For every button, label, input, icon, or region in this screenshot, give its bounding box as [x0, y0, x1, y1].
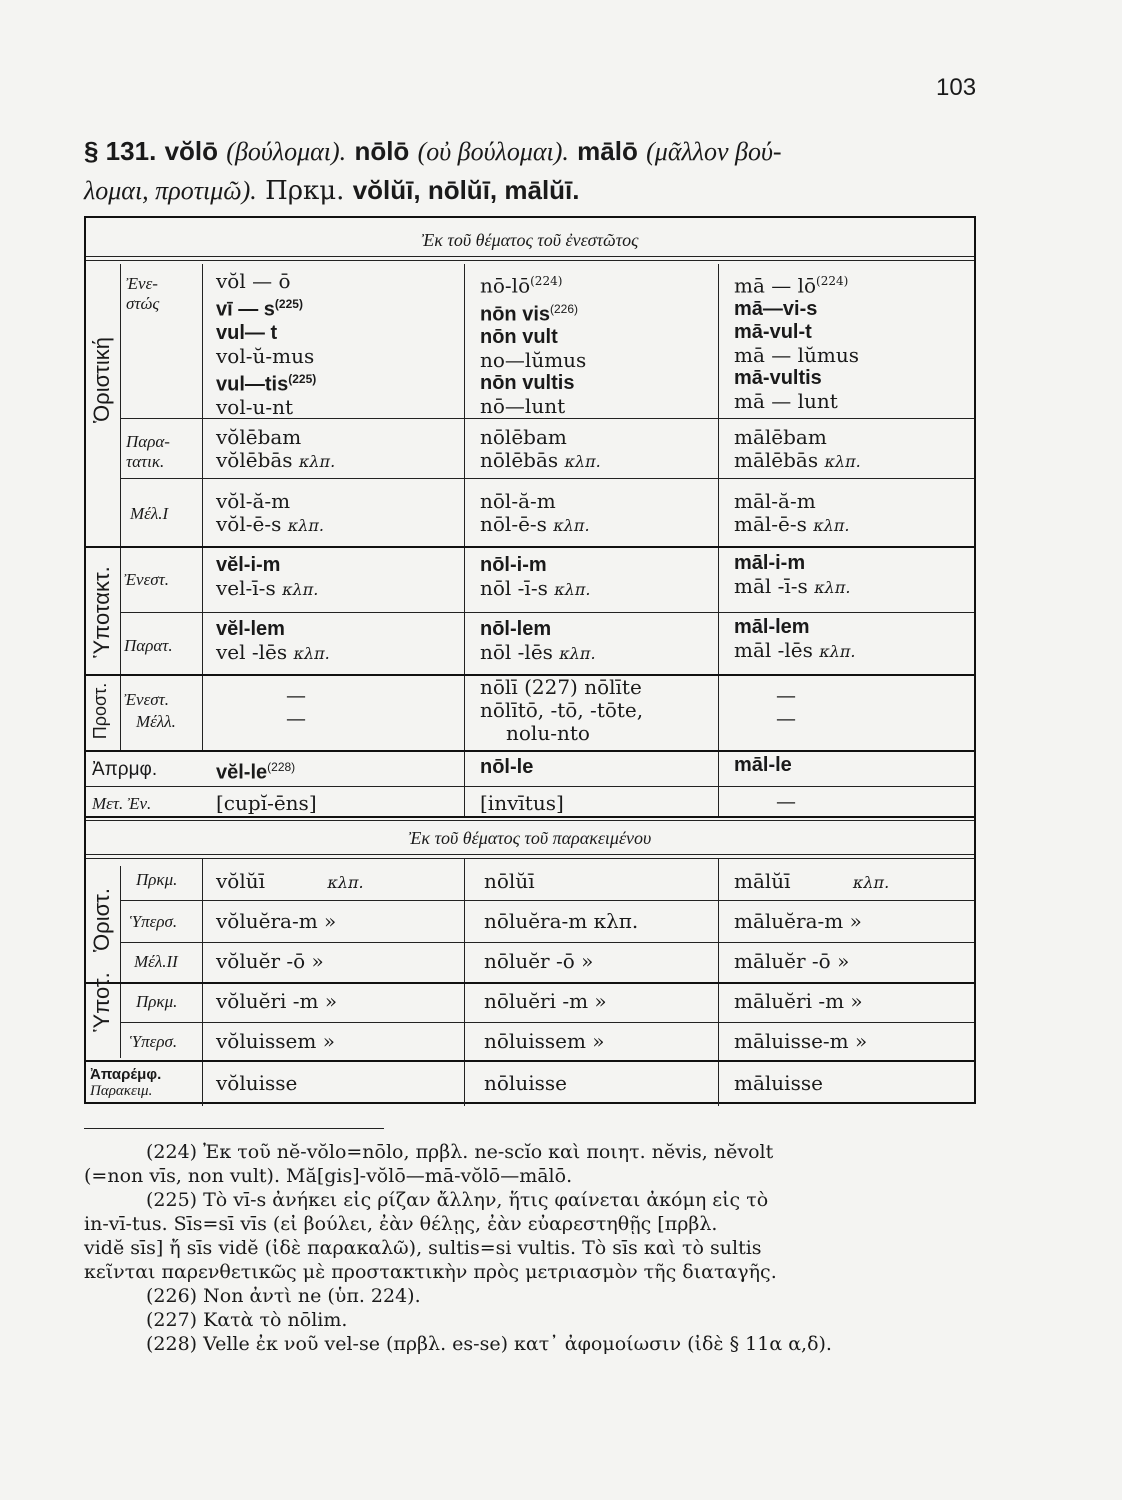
section-number: § 131.: [84, 136, 157, 166]
footnote-225-cont-3: κεῖνται παρενθετικῶς μὲ προστακτικὴν πρὸς μετριασμὸν τῆς διαταγῆς.: [84, 1261, 777, 1283]
tense-imperfect: Παρα- τατικ.: [126, 432, 170, 471]
page-number: 103: [936, 74, 977, 101]
volo-participle: [cupĭ-ēns]: [216, 791, 317, 815]
footnote-225: (225) Τὸ vī-s ἀνήκει εἰς ρίζαν ἄλλην, ἥτις φαίνεται ἀκόμη εἰς τὸ: [146, 1189, 769, 1211]
row-infinitive: Ἀπρμφ.: [92, 759, 158, 780]
mood-subjunctive: Ὑποτακτ.: [89, 566, 114, 658]
malo-imperfect: mālēbam mālēbās κλπ.: [734, 425, 861, 472]
tense-pluperfect: Ὑπερσ.: [130, 912, 178, 931]
footnotes: [84, 1140, 984, 1356]
volo-imperfect: vŏlēbam vŏlēbās κλπ.: [216, 425, 336, 472]
section-heading: [84, 132, 984, 210]
volo-future: vŏl-ă-m vŏl-ē-s κλπ.: [216, 489, 324, 536]
tense-perfect: Πρκμ.: [136, 870, 178, 889]
nolo-future-2: nōluĕr -ō »: [484, 949, 594, 973]
volo-present: vŏl — ō vī — $s^{(225)}$ vul— t vol-ŭ-mus vul—tis$^{(225)}$ vol-u-nt: [216, 269, 317, 420]
row-perfect-infinitive: Ἀπαρέμφ. Παρακειμ.: [90, 1066, 162, 1099]
volo-perfect-infinitive: vŏluisse: [216, 1071, 298, 1095]
footnote-224: (224) Ἐκ τοῦ nĕ-vŏlo=nōlo, πρβλ. ne-scĭo καὶ ποιητ. nĕvis, nĕvolt: [146, 1141, 774, 1163]
tense-subj-present: Ἐνεστ.: [124, 570, 170, 589]
mood-subjunctive-perfect: Ὑποτ.: [89, 972, 114, 1032]
perfect-label: Πρκμ.: [265, 176, 345, 206]
footnote-227: (227) Κατὰ τὸ nōlim.: [146, 1309, 348, 1331]
verb-volo: vŏlō: [164, 136, 219, 166]
nolo-present: $nō-lō^{(224)}$ nōn vis$^{(226)}$ nōn vult no—lŭmus nōn vultis nō—lunt: [480, 273, 587, 419]
nolo-pluperfect: nōluĕra-m κλπ.: [484, 909, 639, 933]
nolo-perfect-infinitive: nōluisse: [484, 1071, 567, 1095]
malo-imperative: — —: [776, 683, 796, 730]
volo-subj-perfect: vŏluĕri -m »: [216, 989, 338, 1013]
malo-subj-present: māl-i-m māl -ī-s κλπ.: [734, 552, 851, 598]
malo-pluperfect: māluĕra-m »: [734, 909, 862, 933]
malo-future: māl-ă-m māl-ē-s κλπ.: [734, 489, 850, 536]
tense-subj-perfect: Πρκμ.: [136, 992, 178, 1011]
verb-malo-greek-b: λομαι, προτιμῶ).: [84, 176, 257, 205]
tense-subj-imperfect: Παρατ.: [124, 636, 173, 655]
malo-subj-imperfect: māl-lem māl -lēs κλπ.: [734, 616, 856, 662]
nolo-subj-perfect: nōluĕri -m »: [484, 989, 607, 1013]
footnote-224-cont: (=non vīs, non vult). Mă[gis]-vŏlō—mā-vŏlō—mālō.: [84, 1165, 573, 1187]
tense-subj-pluperfect: Ὑπερσ.: [130, 1032, 178, 1051]
footnote-225-cont-1: in-vī-tus. Sīs=sī vīs (εἰ βούλει, ἐὰν θέλῃς, ἐὰν εὐαρεστηθῇς [πρβλ.: [84, 1213, 718, 1235]
nolo-imperative: nōlī (227) nōlīte nōlītō, -tō, -tōte, nolu-nto: [480, 675, 644, 745]
footnote-228: (228) Velle ἐκ νοῦ vel-se (πρβλ. es-se) κατ᾿ ἀφομοίωσιν (ἰδὲ § 11α α,δ).: [146, 1333, 832, 1355]
tense-present: Ἐνε- στώς: [126, 274, 160, 313]
row-participle: Μετ. Ἐν.: [92, 794, 152, 813]
verb-malo: mālō: [577, 136, 638, 166]
mood-imperative: Προστ.: [90, 682, 110, 740]
perfect-forms: vŏlŭī, nōlŭī, mālŭī.: [352, 175, 580, 205]
nolo-subj-pluperfect: nōluissem »: [484, 1029, 605, 1053]
malo-future-2: māluĕr -ō »: [734, 949, 850, 973]
nolo-perfect: nōlŭī: [484, 869, 535, 893]
volo-subj-pluperfect: vŏluissem »: [216, 1029, 335, 1053]
footnote-rule: [84, 1128, 384, 1129]
footnote-225-cont-2: vidĕ sīs] ἤ sīs vidĕ (ἰδὲ παρακαλῶ), sultis=si vultis. Τὸ sīs καὶ τὸ sultis: [84, 1237, 762, 1259]
volo-pluperfect: vŏluĕra-m »: [216, 909, 337, 933]
malo-subj-pluperfect: māluisse-m »: [734, 1029, 868, 1053]
conjugation-table: [84, 216, 976, 1104]
malo-infinitive: māl-le: [734, 754, 792, 776]
nolo-subj-imperfect: nōl-lem nōl -lēs κλπ.: [480, 618, 596, 664]
volo-perfect: vŏlŭī κλπ.: [216, 869, 364, 893]
nolo-subj-present: nōl-i-m nōl -ī-s κλπ.: [480, 554, 591, 600]
footnote-226: (226) Non ἀντὶ ne (ὑπ. 224).: [146, 1285, 421, 1307]
tense-imp-present: Ἐνεστ.: [124, 690, 170, 709]
volo-imperative: — —: [286, 683, 306, 730]
verb-malo-greek-a: (μᾶλλον βού-: [646, 137, 782, 166]
tense-future: Μέλ.Ι: [130, 504, 169, 523]
malo-perfect: mālŭī κλπ.: [734, 869, 890, 893]
verb-nolo: nōlō: [354, 136, 410, 166]
nolo-participle: [invītus]: [480, 791, 564, 815]
malo-subj-perfect: māluĕri -m »: [734, 989, 863, 1013]
verb-nolo-greek: (οὐ βούλομαι).: [417, 137, 569, 166]
nolo-infinitive: nōl-le: [480, 756, 534, 778]
malo-participle: —: [776, 789, 796, 813]
malo-present: mā — $lō^{(224)}$ mā—vi-s mā-vul-t mā — lŭmus mā-vultis mā — lunt: [734, 273, 859, 413]
volo-subj-imperfect: vĕl-lem vel -lēs κλπ.: [216, 618, 330, 664]
volo-future-2: vŏluĕr -ō »: [216, 949, 324, 973]
volo-infinitive: vĕl-$le^{(228)}$: [216, 760, 296, 784]
caption-present-stem: Ἐκ τοῦ θέματος τοῦ ἐνεστῶτος: [421, 230, 639, 250]
tense-imp-future: Μέλλ.: [136, 712, 176, 731]
nolo-future: nōl-ă-m nōl-ē-s κλπ.: [480, 489, 590, 536]
mood-indicative: Ὁριστική: [89, 337, 114, 423]
mood-indicative-perfect: Ὁριστ.: [89, 888, 114, 952]
caption-perfect-stem: Ἐκ τοῦ θέματος τοῦ παρακειμένου: [408, 828, 652, 848]
tense-future-2: Μέλ.ΙΙ: [134, 952, 178, 971]
nolo-imperfect: nōlēbam nōlēbās κλπ.: [480, 425, 601, 472]
volo-subj-present: vĕl-i-m vel-ī-s κλπ.: [216, 554, 319, 600]
verb-volo-greek: (βούλομαι).: [226, 137, 347, 166]
malo-perfect-infinitive: māluisse: [734, 1071, 823, 1095]
